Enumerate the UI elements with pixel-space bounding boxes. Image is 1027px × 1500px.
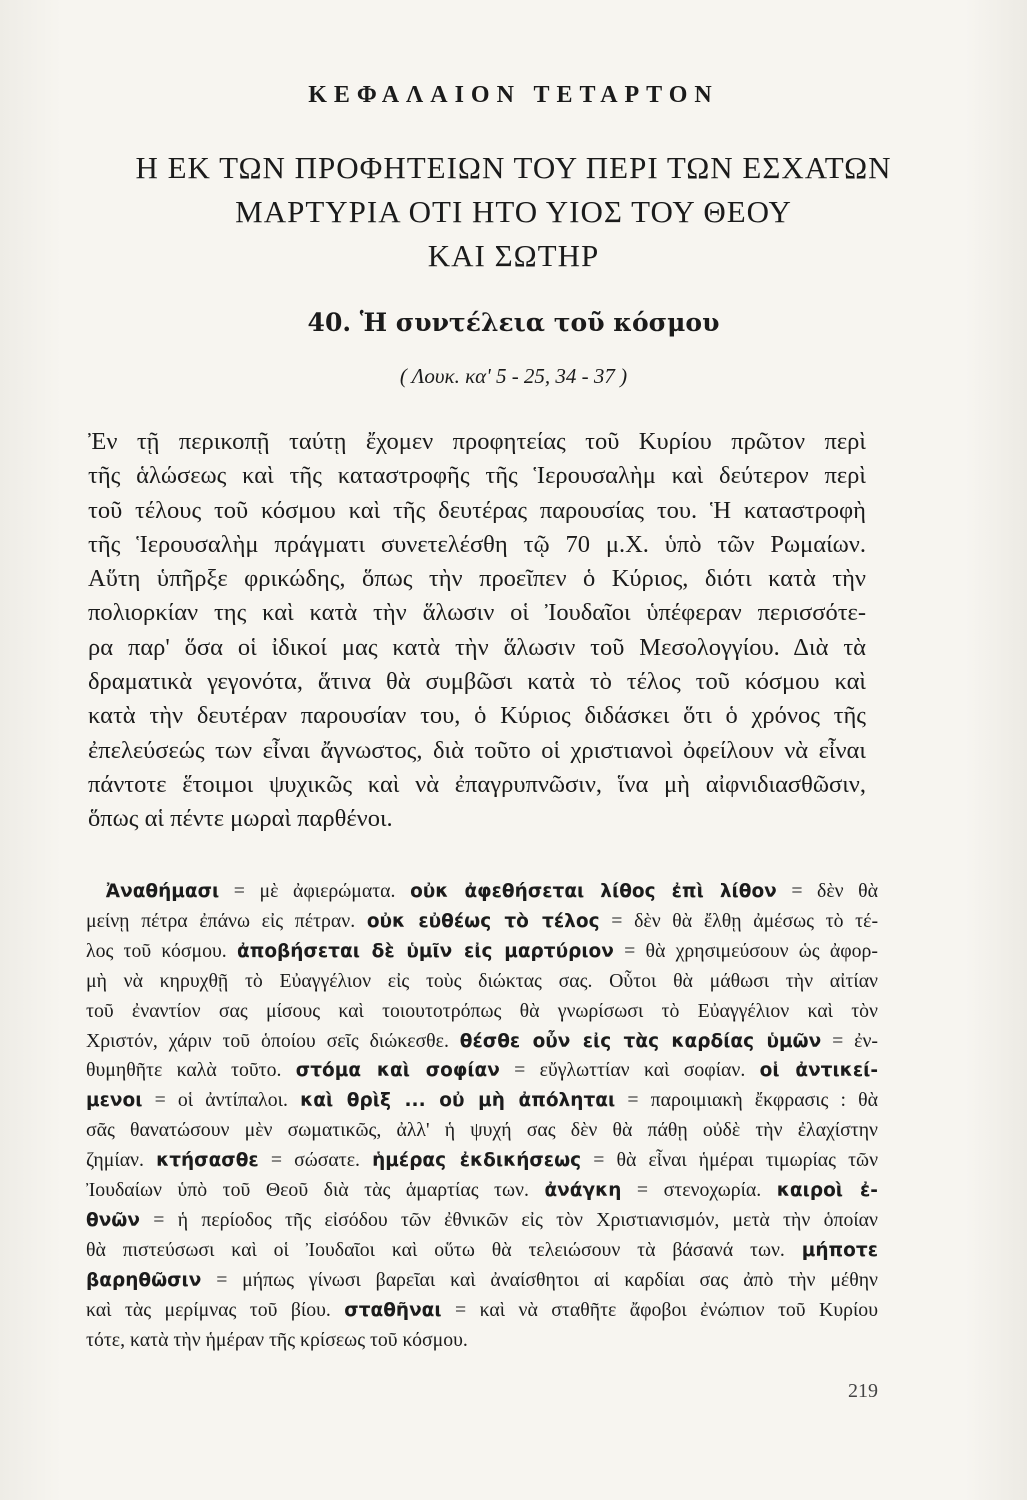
note-line	[86, 1027, 878, 1057]
note-definition: Ἰουδαίων ὑπὸ τοῦ Θεοῦ διὰ τὰς ἁμαρτίας των.	[86, 1179, 529, 1202]
note-definition: = σώσατε.	[270, 1149, 360, 1172]
paragraph-line: ρα παρ' ὅσα οἱ ἰδικοί μας κατὰ τὴν ἅλωσιν τοῦ Μεσολογγίου. Διὰ τὰ	[88, 633, 866, 661]
paragraph-line: ἐπελεύσεώς των εἶναι ἄγνωστος, διὰ τοῦτο οἱ χριστιανοὶ ὀφείλουν νὰ εἶναι	[88, 736, 866, 764]
paragraph-line: πάντοτε ἕτοιμοι ψυχικῶς καὶ νὰ ἐπαγρυπνῶσιν, ἵνα μὴ αἰφνιδιασθῶσιν,	[88, 770, 866, 798]
note-definition: = καὶ νὰ σταθῆτε ἄφοβοι ἐνώπιον τοῦ Κυρίου	[455, 1298, 878, 1321]
paragraph-line: τοῦ τέλους τοῦ κόσμου καὶ τῆς δευτέρας παρουσίας του. Ἡ καταστροφὴ	[88, 496, 866, 524]
note-line	[86, 1176, 878, 1206]
paragraph-line: δραματικὰ γεγονότα, ἅτινα θὰ συμβῶσι κατὰ τὸ τέλος τοῦ κόσμου καὶ	[88, 668, 866, 696]
note-term: θέσθε οὖν εἰς τὰς καρδίας ὑμῶν	[459, 1030, 822, 1052]
note-line	[86, 967, 878, 997]
note-definition: θὰ πιστεύσωσι καὶ οἱ Ἰουδαῖοι καὶ οὕτω θὰ τελειώσουν τὰ βάσανά των.	[86, 1238, 785, 1261]
note-definition: μείνῃ πέτρα ἐπάνω εἰς πέτραν.	[86, 909, 356, 932]
paragraph-line: κατὰ τὴν δευτέραν παρουσίαν του, ὁ Κύριος διδάσκει ὅτι ὁ χρόνος τῆς	[88, 702, 866, 730]
note-definition: καὶ τὰς μερίμνας τοῦ βίου.	[86, 1298, 331, 1321]
note-line	[86, 1146, 878, 1176]
note-definition: = ἡ περίοδος τῆς εἰσόδου τῶν ἐθνικῶν εἰς τὸν Χριστιανισμόν, μετὰ τὴν ὁποίαν	[153, 1208, 878, 1231]
note-definition: = στενοχωρία.	[636, 1179, 762, 1202]
note-term: καιροὶ ἐ-	[776, 1180, 878, 1202]
note-term: σταθῆναι	[344, 1299, 442, 1321]
paragraph-line: Αὕτη ὑπῆρξε φρικώδης, ὅπως τὴν προεῖπεν ὁ Κύριος, διότι κατὰ τὴν	[88, 565, 866, 593]
note-definition: = θὰ εἶναι ἡμέραι τιμωρίας τῶν	[593, 1149, 879, 1172]
note-line	[86, 1056, 878, 1086]
paragraph-line: πολιορκίαν της καὶ κατὰ τὴν ἅλωσιν οἱ Ἰουδαῖοι ὑπέφεραν περισσότε-	[88, 599, 866, 627]
note-term: στόμα καὶ σοφίαν	[295, 1060, 500, 1082]
note-line	[86, 907, 878, 937]
note-term: θνῶν	[86, 1209, 140, 1231]
commentary-paragraph	[88, 425, 866, 837]
note-term: οἱ ἀντικεί-	[759, 1060, 879, 1082]
chapter-title	[0, 146, 1027, 278]
note-line	[86, 877, 878, 907]
chapter-heading: ΚΕΦΑΛΑΙΟΝ ΤΕΤΑΡΤΟΝ	[308, 82, 719, 108]
paragraph-line: Ἐν τῇ περικοπῇ ταύτῃ ἔχομεν προφητείας τοῦ Κυρίου πρῶτον περὶ	[88, 428, 866, 455]
note-definition: ζημίαν.	[86, 1149, 144, 1172]
note-definition: τότε, κατὰ τὴν ἡμέραν τῆς κρίσεως τοῦ κόσμου.	[86, 1328, 468, 1351]
note-line	[86, 1326, 878, 1356]
note-definition: = οἱ ἀντίπαλοι.	[154, 1089, 288, 1112]
section-heading: 40. Ἡ συντέλεια τοῦ κόσμου	[307, 308, 720, 337]
title-line: Η ΕΚ ΤΩΝ ΠΡΟΦΗΤΕΙΩΝ ΤΟΥ ΠΕΡΙ ΤΩΝ ΕΣΧΑΤΩΝ	[135, 150, 892, 185]
note-definition: = παροιμιακὴ ἔκφρασις : θὰ	[627, 1089, 879, 1112]
note-definition: μὴ νὰ κηρυχθῇ τὸ Εὐαγγέλιον εἰς τοὺς διώκτας σας. Οὗτοι θὰ μάθωσι τὴν αἰτίαν	[86, 969, 878, 992]
note-line	[86, 1086, 878, 1116]
note-definition: = μήπως γίνωσι βαρεῖαι καὶ ἀναίσθητοι αἱ καρδίαι σας ἀπὸ τὴν μέθην	[216, 1268, 878, 1291]
note-term: μενοι	[86, 1090, 143, 1112]
title-line: ΜΑΡΤΥΡΙΑ ΟΤΙ ΗΤΟ ΥΙΟΣ ΤΟΥ ΘΕΟΥ	[235, 194, 792, 229]
paragraph-line: ὅπως αἱ πέντε μωραὶ παρθένοι.	[88, 805, 393, 833]
title-line: ΚΑΙ ΣΩΤΗΡ	[427, 238, 600, 273]
note-definition: θυμηθῆτε καλὰ τοῦτο.	[86, 1059, 282, 1082]
note-definition: = ἐν-	[832, 1029, 878, 1052]
note-line	[86, 1116, 878, 1146]
note-line	[86, 937, 878, 967]
note-term: ἀνάγκη	[544, 1180, 622, 1202]
note-definition: λος τοῦ κόσμου.	[86, 939, 227, 962]
paragraph-line: τῆς Ἱερουσαλὴμ πράγματι συνετελέσθη τῷ 70 μ.Χ. ὑπὸ τῶν Ρωμαίων.	[88, 530, 866, 558]
scripture-reference: ( Λουκ. κα' 5 - 25, 34 - 37 )	[399, 364, 628, 388]
note-definition: = δὲν θὰ	[791, 880, 878, 902]
note-term: μήποτε	[801, 1239, 878, 1261]
note-line	[86, 1296, 878, 1326]
note-term: ἀποβήσεται δὲ ὑμῖν εἰς μαρτύριον	[237, 940, 614, 962]
page-number: 219	[848, 1380, 878, 1402]
note-line	[86, 1236, 878, 1266]
note-line	[86, 997, 878, 1027]
note-term: ἡμέρας ἐκδικήσεως	[372, 1150, 582, 1172]
note-definition: = δὲν θὰ ἔλθῃ ἀμέσως τὸ τέ-	[611, 909, 879, 932]
note-definition: τοῦ ἐναντίον σας μίσους καὶ τοιουτοτρόπως θὰ γνωρίσωσι τὸ Εὐαγγέλιον καὶ τὸν	[86, 999, 878, 1022]
note-line	[86, 1266, 878, 1296]
note-term: οὐκ ἀφεθήσεται λίθος ἐπὶ λίθον	[410, 881, 777, 902]
glossary-notes	[86, 877, 878, 1356]
note-term: Ἀναθήμασι	[105, 881, 220, 902]
note-definition: = μὲ ἀφιερώματα.	[233, 880, 396, 902]
note-definition: = εὔγλωττίαν καὶ σοφίαν.	[514, 1059, 746, 1082]
note-term: βαρηθῶσιν	[86, 1269, 202, 1291]
note-line	[86, 1206, 878, 1236]
note-definition: = θὰ χρησιμεύσουν ὡς ἀφορ-	[624, 939, 879, 962]
note-definition: Χριστόν, χάριν τοῦ ὁποίου σεῖς διώκεσθε.	[86, 1029, 449, 1052]
note-term: καὶ θρὶξ ... οὐ μὴ ἀπόληται	[300, 1090, 616, 1112]
note-term: κτήσασθε	[156, 1150, 259, 1172]
paragraph-line: τῆς ἁλώσεως καὶ τῆς καταστροφῆς τῆς Ἱερουσαλὴμ καὶ δεύτερον περὶ	[88, 462, 866, 490]
note-definition: σᾶς θανατώσουν μὲν σωματικῶς, ἀλλ' ἡ ψυχή σας δὲν θὰ πάθῃ οὐδὲ τὴν ἐλαχίστην	[86, 1119, 878, 1142]
note-term: οὐκ εὐθέως τὸ τέλος	[366, 910, 600, 932]
